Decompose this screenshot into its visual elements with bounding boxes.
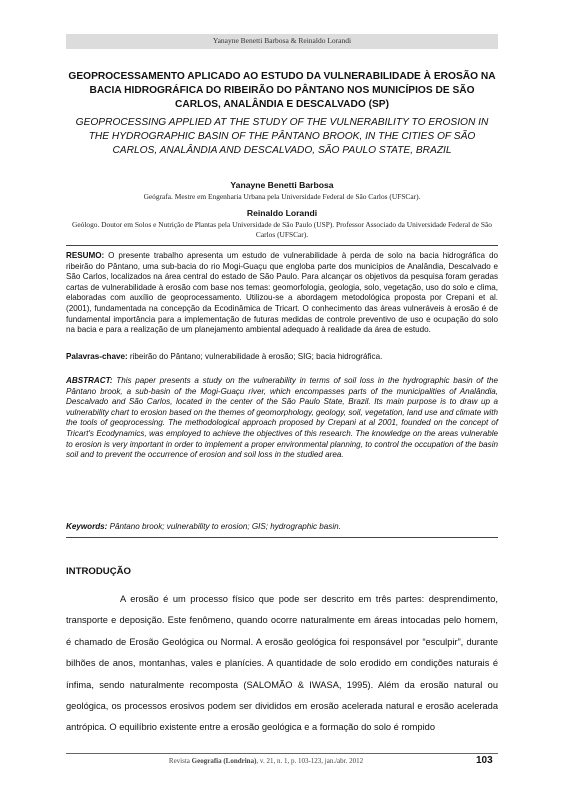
resumo-label: RESUMO: [66,251,105,260]
palavras-chave-label: Palavras-chave: [66,352,128,361]
title-english: GEOPROCESSING APPLIED AT THE STUDY OF THE VULNERABILITY TO EROSION IN THE HYDROGRAPHIC BASIN OF THE PÂNTANO BROOK, IN THE CITIES OF SÃO CARLOS, ANALÂNDIA AND DESCALVADO, SÃO PAULO STATE, BRAZIL [75,117,489,156]
running-head: Yanayne Benetti Barbosa & Reinaldo Lorandi [212,36,352,45]
keywords-label: Keywords: [66,522,108,531]
palavras-chave-text: ribeirão do Pântano; vulnerabilidade à erosão; SIG; bacia hidrográfica. [127,352,383,361]
resumo-text: O presente trabalho apresenta um estudo de vulnerabilidade à perda de solo na bacia hidrográfica do ribeirão do Pântano, uma sub-bacia do rio Mogi-Guaçu que engloba parte dos municípios de Analândia, Descalvado e São Carlos, localizados na área central do estado de São Paulo. Para alcançar os objetivos da pesquisa foram geradas cartas de vulnerabilidade à erosão com base nos temas: geomorfologia, geologia, solo, vegetação, uso do solo e clima, elaboradas com auxílio de geoprocessamento. Utilizou-se a abordagem metodológica proposta por Crepani et al. (2001), fundamentada na concepção da Ecodinâmica de Tricart. O conhecimento das áreas vulneráveis à erosão é de fundamental importância para a implementação de futuras medidas de controle preventivo de uso e ocupação do solo na bacia e para a realização de um planejamento ambiental adequado à realidade da área de estudo. [66,251,498,335]
abstract-text: This paper presents a study on the vulnerability in terms of soil loss in the hydrographic basin of the Pântano brook, a sub-basin of the Mogi-Guaçu river, which encompasses parts of the municipalities of Analândia, Descalvado and São Carlos, located in the center of the São Paulo State, Brazil. Its main purpose is to draw up a vulnerability chart to erosion based on the themes of geomorphology, geology, soil, vegetation, land use and climate with the tools of geoprocessing. The methodological approach proposed by Crepani at al 2001, founded on the concept of Tricart's Ecodynamics, was employed to achieve the objectives of this research. The knowledge on the areas vulnerable to erosion is very important in order to implement a proper environmental planning, to control the occupation of the basin soil and to prevent the occurrence of erosion and soil loss in the studied area. [66,376,498,460]
title-portuguese: GEOPROCESSAMENTO APLICADO AO ESTUDO DA VULNERABILIDADE À EROSÃO NA BACIA HIDROGRÁFICA DO RIBEIRÃO DO PÂNTANO NOS MUNICÍPIOS DE SÃO CARLOS, ANALÂNDIA E DESCALVADO (SP) [68,71,496,110]
author-name-2: Reinaldo Lorandi [246,208,318,218]
keywords-paragraph [66,522,498,533]
resumo-paragraph [66,251,498,336]
abstract-label: ABSTRACT: [66,376,113,385]
abstract-bottom-rule [66,537,498,538]
intro-paragraph: A erosão é um processo físico que pode ser descrito em três partes: desprendimento, transporte e deposição. Este fenômeno, quando ocorre naturalmente em áreas intocadas pelo homem, é chamado de Erosão Geológica ou Normal. A erosão geológica foi responsável por “esculpir”, durante bilhões de anos, montanhas, vales e planícies. A quantidade de solo erodido em condições naturais é ínfima, sendo naturalmente recomposta (SALOMÃO & IWASA, 1995). Além da erosão natural ou geológica, os processos erosivos podem ser divididos em erosão acelerada natural e erosão acelerada antrópica. O equilíbrio existente entre a erosão geológica e a formação do solo é rompido [66,594,498,733]
abstract-top-rule [66,245,498,246]
section-heading-introducao: INTRODUÇÃO [66,566,132,577]
page-number: 103 [476,755,493,766]
abstract-paragraph [66,376,498,461]
footer-citation [66,757,466,765]
author-affiliation-2: Geólogo. Doutor em Solos e Nutrição de Plantas pela Universidade de São Paulo (USP). Professor Associado da Universidade Federal de São Carlos (UFSCar). [72,220,492,239]
author-affiliation-1: Geógrafa. Mestre em Engenharia Urbana pela Universidade Federal de São Carlos (UFSCar). [143,192,421,201]
footer-journal-prefix: Revista [168,757,192,765]
footer-rule [66,753,498,754]
footer-journal-name: Geografia (Londrina) [191,757,257,765]
keywords-text: Pântano brook; vulnerability to erosion; GIS; hydrographic basin. [107,522,341,531]
palavras-chave-paragraph [66,352,498,363]
footer-journal-suffix: , v. 21, n. 1, p. 103-123, jan./abr. 2012 [256,757,364,765]
author-name-1: Yanayne Benetti Barbosa [230,180,334,190]
